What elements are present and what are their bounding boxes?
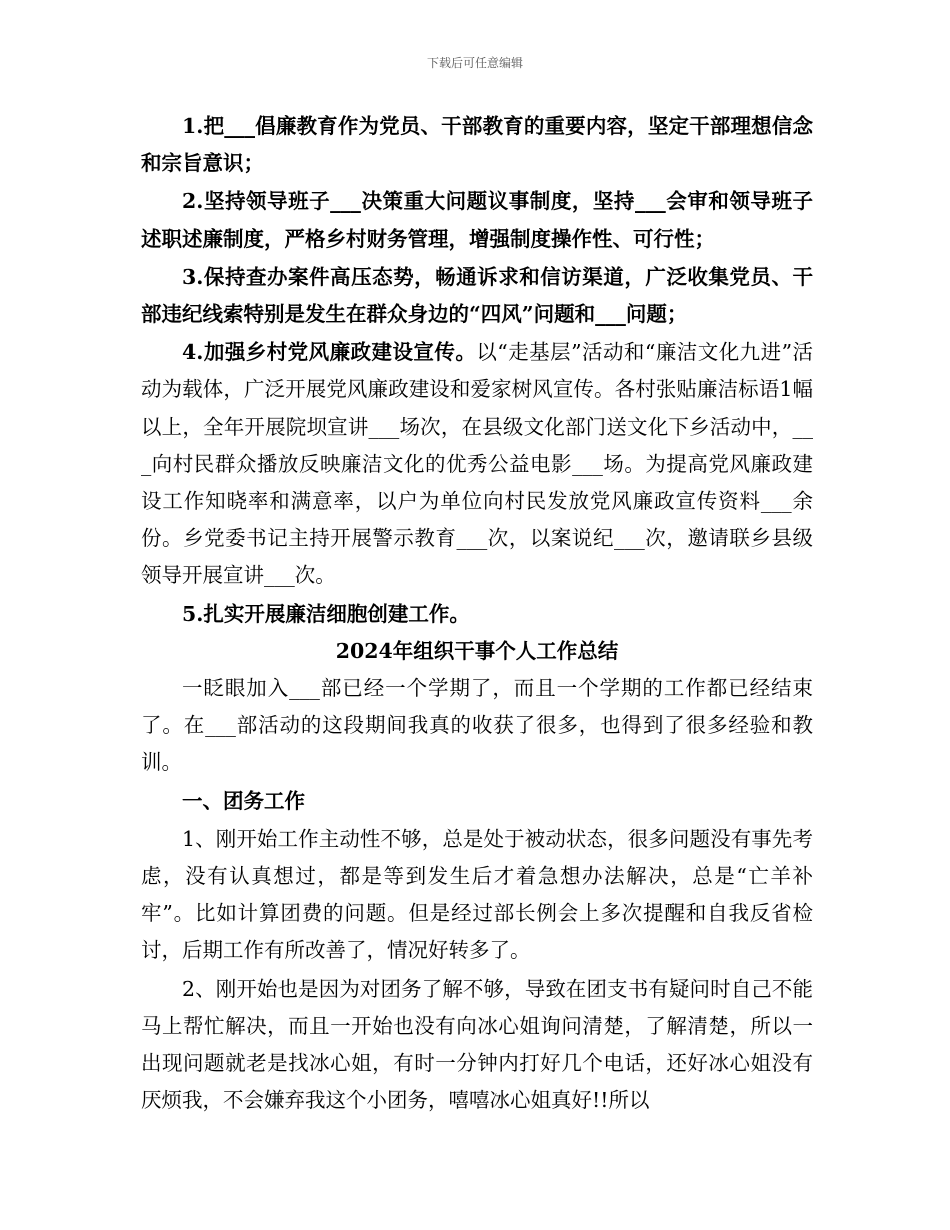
paragraph-4-lead: 4.加强乡村党风廉政建设宣传。	[182, 340, 477, 365]
paragraph-1: 1.把___倡廉教育作为党员、干部教育的重要内容，坚定干部理想信念和宗旨意识；	[141, 114, 813, 176]
heading-team-work: 一、团务工作	[182, 788, 305, 813]
paragraph-8: 1、刚开始工作主动性不够，总是处于被动状态，很多问题没有事先考虑，没有认真想过，都是等到发生后才着急想办法解决，总是“亡羊补牢”。比如计算团费的问题。但是经过部长例会上多次提醒和自我反省检讨，后期工作有所改善了，情况好转多了。	[141, 826, 813, 963]
paragraph-4	[141, 334, 813, 594]
paragraph-9: 2、刚开始也是因为对团务了解不够，导致在团支书有疑问时自己不能马上帮忙解决，而且一开始也没有向冰心姐询问清楚，了解清楚，所以一出现问题就老是找冰心姐，有时一分钟内打好几个电话，还好冰心姐没有厌烦我，不会嫌弃我这个小团务，嘻嘻冰心姐真好!!所以	[141, 976, 813, 1113]
paragraph-6: 一眨眼加入___部已经一个学期了，而且一个学期的工作都已经结束了。在___部活动的这段期间我真的收获了很多，也得到了很多经验和教训。	[141, 676, 813, 775]
paragraph-3: 3.保持查办案件高压态势，畅通诉求和信访渠道，广泛收集党员、干部违纪线索特别是发生在群众身边的“四风”问题和___问题；	[141, 264, 813, 327]
section-title: 2024年组织干事个人工作总结	[335, 638, 619, 663]
page-header: 下载后可任意编辑	[426, 56, 523, 70]
paragraph-5: 5.扎实开展廉洁细胞创建工作。	[182, 601, 470, 626]
document-body	[141, 108, 813, 1119]
paragraph-4-body: 以“走基层”活动和“廉洁文化九进”活动为载体，广泛开展党风廉政建设和爱家树风宣传。各村张贴廉洁标语1幅以上，全年开展院坝宣讲___场次，在县级文化部门送文化下乡活动中，___向村民群众播放反映廉洁文化的优秀公益电影___场。为提高党风廉政建设工作知晓率和满意率，以户为单位向村民发放党风廉政宣传资料___余份。乡党委书记主持开展警示教育___次，以案说纪___次，邀请联乡县级领导开展宣讲___次。	[141, 340, 814, 588]
paragraph-2: 2.坚持领导班子___决策重大问题议事制度，坚持___会审和领导班子述职述廉制度，严格乡村财务管理，增强制度操作性、可行性；	[141, 189, 813, 251]
